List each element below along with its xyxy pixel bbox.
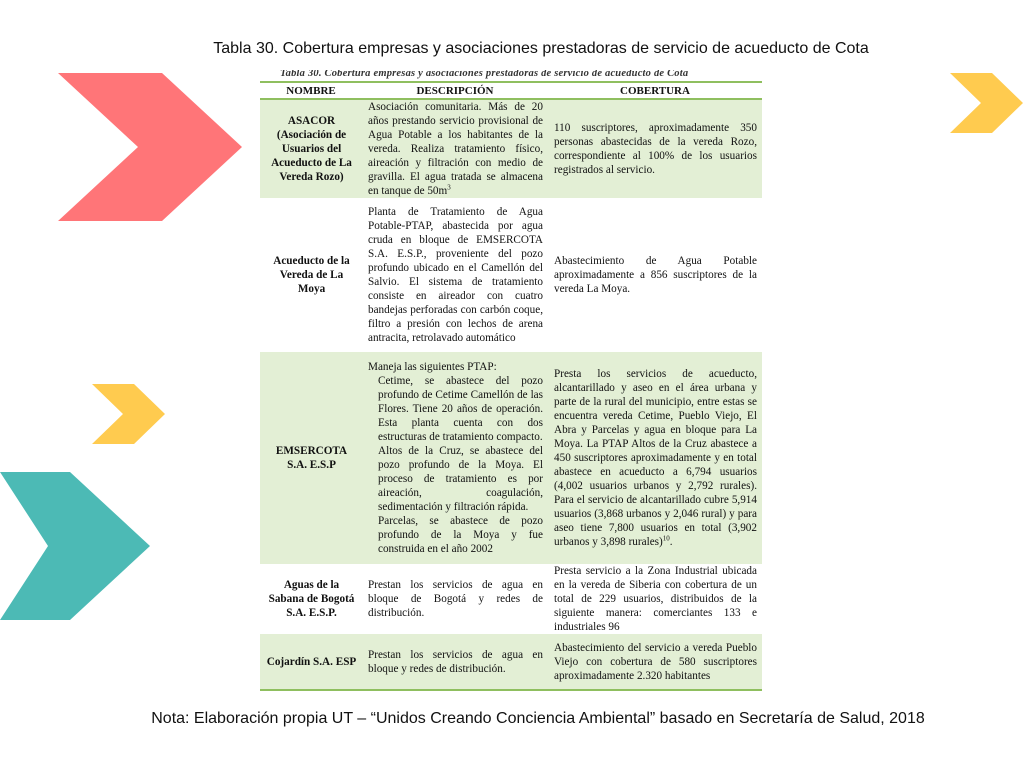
row-name: Aguas de la Sabana de Bogotá S.A. E.S.P. xyxy=(260,564,362,634)
superscript: 10 xyxy=(662,534,670,543)
description-item: Cetime, se abastece del pozo profundo de Cetime Camellón de las Flores. Tiene 20 años de operación. Esta planta cuenta con dos estructuras de tratamiento compacto. xyxy=(378,375,543,443)
yellow-chevron-top-right-decoration xyxy=(950,73,1024,133)
row-description: Prestan los servicios de agua en bloque y redes de distribución. xyxy=(362,634,548,690)
row-coverage: Presta servicio a la Zona Industrial ubicada en la vereda de Siberia con cobertura de un total de 229 usuarios, distribuidos de la siguiente manera: comerciantes 133 e industriales 96 xyxy=(548,564,762,634)
description-intro: Maneja las siguientes PTAP: xyxy=(368,361,497,373)
table-row xyxy=(260,634,762,690)
row-coverage: 110 suscriptores, aproximadamente 350 personas abastecidas de la vereda Rozo, correspondiente al 100% de los usuarios registrados al servicio. xyxy=(548,99,762,198)
row-coverage xyxy=(548,352,762,564)
table-row xyxy=(260,564,762,634)
source-note: Nota: Elaboración propia UT – “Unidos Creando Conciencia Ambiental” basado en Secretaría de Salud, 2018 xyxy=(151,710,925,727)
superscript: 3 xyxy=(447,183,451,192)
row-name: ASACOR (Asociación de Usuarios del Acueducto de La Vereda Rozo) xyxy=(260,99,362,198)
row-description xyxy=(362,352,548,564)
table-header-row xyxy=(260,82,762,99)
description-item: Altos de la Cruz, se abastece del pozo profundo de la Moya. El proceso de tratamiento es por aireación, coagulación, sedimentación y filtración rápida. xyxy=(378,445,543,513)
cropped-table-title: Tabla 30. Cobertura empresas y asociaciones prestadoras de servicio de acueducto de Cota xyxy=(280,70,689,79)
red-chevron-decoration xyxy=(58,73,244,221)
table-row xyxy=(260,99,762,198)
header-name: NOMBRE xyxy=(286,84,336,97)
row-description: Planta de Tratamiento de Agua Potable-PTAP, abastecida por agua cruda en bloque de EMSERCOTA S.A. E.S.P., proveniente del pozo profundo ubicado en el Camellón del Salvio. El sistema de tratamiento consiste en aireador con cuatro bandejas perforadas con carbón coque, filtro a presión con lechos de arena antracita, retrolavado automático xyxy=(362,198,548,352)
row-name: Acueducto de la Vereda de La Moya xyxy=(260,198,362,352)
row-coverage: Abastecimiento de Agua Potable aproximadamente a 856 suscriptores de la vereda La Moya. xyxy=(548,198,762,352)
description-item: Parcelas, se abastece de pozo profundo de la Moya y fue construida en el año 2002 xyxy=(378,515,543,555)
yellow-chevron-left-decoration xyxy=(92,384,166,444)
coverage-end: . xyxy=(669,536,673,548)
coverage-table xyxy=(260,81,762,691)
table-caption: Tabla 30. Cobertura empresas y asociaciones prestadoras de servicio de acueducto de Cota xyxy=(213,40,869,57)
teal-chevron-decoration xyxy=(0,472,152,620)
row-coverage: Abastecimiento del servicio a vereda Pueblo Viejo con cobertura de 580 suscriptores aproximadamente 2.320 habitantes xyxy=(548,634,762,690)
table-row xyxy=(260,198,762,352)
description-text: Asociación comunitaria. Más de 20 años prestando servicio provisional de Agua Potable a los habitantes de la vereda. Realiza tratamiento físico, aireación y filtración con medio de gravilla. El agua tratada se almacena en tanque de 50m xyxy=(368,101,543,197)
header-coverage: COBERTURA xyxy=(620,84,690,97)
coverage-text: Presta los servicios de acueducto, alcantarillado y aseo en el área urbana y parte de la rural del municipio, entre estas se encuentra vereda Cetime, Pueblo Viejo, El Abra y Parcelas y agua en bloque para La Moya. La PTAP Altos de la Cruz abastece a 450 suscriptores aproximadamente y en total abastece en acueducto a 6,794 usuarios (4,002 usuarios urbanos y 2,792 rurales). Para el servicio de alcantarillado cubre 5,914 usuarios (3,868 urbanos y 2,046 rural) y para aseo tiene 7,800 usuarios en total (3,902 urbanos y 3,898 rurales) xyxy=(554,368,757,548)
row-description xyxy=(362,99,548,198)
row-name: EMSERCOTA S.A. E.S.P xyxy=(260,352,362,564)
row-description: Prestan los servicios de agua en bloque de Bogotá y redes de distribución. xyxy=(362,564,548,634)
table-row xyxy=(260,352,762,564)
header-description: DESCRIPCIÓN xyxy=(416,84,494,97)
coverage-table-image xyxy=(260,70,762,691)
row-name: Cojardín S.A. ESP xyxy=(260,634,362,690)
